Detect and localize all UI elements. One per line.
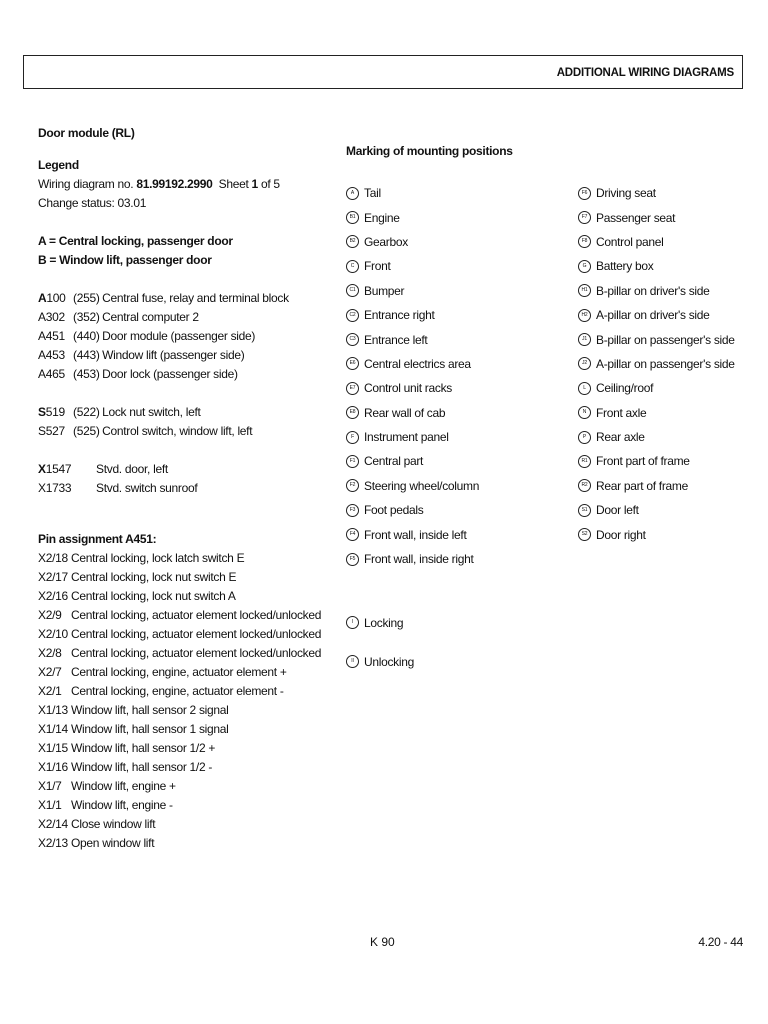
component-letter: X [38,462,46,476]
component-number: 1547 [45,462,72,476]
mounting-label: Passenger seat [596,210,676,225]
position-code-circle: C1 [346,284,359,297]
component-ref: (352) [73,310,100,324]
pin-code: X2/14 [38,817,68,831]
pin-desc: Central locking, lock nut switch A [71,589,236,603]
pin-code: X2/13 [38,836,68,850]
mounting-label: Tail [364,186,381,201]
pin-row [38,796,338,815]
pin-desc: Central locking, engine, actuator element - [71,684,284,698]
pin-row [38,568,338,587]
mounting-item [346,230,546,254]
position-code-circle: B2 [346,235,359,248]
mounting-label: Gearbox [364,234,408,249]
mounting-label: B-pillar on passenger's side [596,332,735,347]
mounting-label: Steering wheel/column [364,478,480,493]
mounting-label: Front wall, inside right [364,552,474,567]
pin-desc: Window lift, engine - [71,798,173,812]
sheet-suffix: of 5 [260,177,280,191]
component-row [38,289,338,308]
pin-desc: Central locking, lock latch switch E [71,551,245,565]
mounting-label: A-pillar on passenger's side [596,356,735,371]
mounting-label: Central electrics area [364,356,471,371]
mounting-label: Locking [364,615,404,630]
pin-row [38,777,338,796]
mounting-item [346,254,546,278]
position-code-circle: F2 [346,479,359,492]
mounting-item [578,230,768,254]
component-ref: (443) [73,348,100,362]
mounting-label: Rear part of frame [596,478,688,493]
mounting-item [578,254,768,278]
mounting-item [578,279,768,303]
component-desc: Door lock (passenger side) [102,367,238,381]
position-code-circle: J2 [578,357,591,370]
mounting-item [578,327,768,351]
pin-desc: Window lift, hall sensor 1/2 - [71,760,213,774]
component-code [38,327,70,346]
pin-desc: Central locking, actuator element locked/unlocked [71,627,322,641]
component-desc: Stvd. switch sunroof [96,481,198,495]
mounting-label: Driving seat [596,186,656,201]
position-code-circle: F6 [578,187,591,200]
component-row [38,346,338,365]
component-letter: S [38,405,46,419]
mounting-item [578,425,768,449]
mounting-label: Rear axle [596,430,645,445]
pin-desc: Window lift, hall sensor 1 signal [71,722,229,736]
position-code-circle: S2 [578,528,591,541]
pin-code: X2/7 [38,665,62,679]
pin-code: X2/8 [38,646,62,660]
position-code-circle: S1 [578,504,591,517]
mounting-item [346,498,546,522]
component-code [38,403,70,422]
position-code-circle: F8 [578,235,591,248]
component-letter: X [38,481,46,495]
mounting-item [346,205,546,229]
position-code-circle: B1 [346,211,359,224]
position-code-circle: G [578,260,591,273]
mounting-item [578,522,768,546]
position-code-circle: F7 [578,211,591,224]
pin-row [38,720,338,739]
pin-code: X1/1 [38,798,62,812]
position-code-circle: H2 [578,309,591,322]
pin-row [38,739,338,758]
component-row [38,422,338,441]
group-b: B = Window lift, passenger door [38,253,212,267]
a-component-list [38,289,338,384]
component-row [38,327,338,346]
page-header-title: ADDITIONAL WIRING DIAGRAMS [556,67,734,79]
pin-desc: Central locking, engine, actuator element + [71,665,287,679]
component-ref: (440) [73,329,100,343]
diagram-number: 81.99192.2990 [136,177,213,191]
mounting-item [578,474,768,498]
mounting-label: Front [364,259,391,274]
change-status: Change status: 03.01 [38,196,147,210]
mounting-item [346,303,546,327]
mounting-item [346,279,546,303]
sheet-label: Sheet [218,177,249,191]
s-component-list [38,403,338,441]
pin-row [38,701,338,720]
position-code-circle: F [346,431,359,444]
legend-column [38,124,338,853]
component-number: 453 [45,348,65,362]
mounting-item [346,449,546,473]
pin-desc: Window lift, engine + [71,779,176,793]
mounting-item [346,352,546,376]
pin-row [38,815,338,834]
component-letter: S [38,424,46,438]
mounting-label: Control unit racks [364,381,452,396]
mounting-label: Front part of frame [596,454,690,469]
mounting-item [346,642,546,681]
mounting-label: Entrance left [364,332,428,347]
page-number: 4.20 - 44 [698,935,743,949]
component-number: 302 [45,310,65,324]
mounting-label: B-pillar on driver's side [596,283,710,298]
pin-code: X1/15 [38,741,68,755]
component-letter: A [38,291,47,305]
pin-desc: Central locking, actuator element locked/unlocked [71,608,322,622]
component-desc: Central fuse, relay and terminal block [102,291,289,305]
component-row [38,308,338,327]
component-row [38,479,338,498]
pin-row [38,549,338,568]
component-letter: A [38,310,46,324]
pin-row [38,587,338,606]
pin-row [38,625,338,644]
mounting-item [346,474,546,498]
pin-row [38,758,338,777]
mounting-label: A-pillar on driver's side [596,308,710,323]
component-letter: A [38,348,46,362]
position-code-circle: P [578,431,591,444]
component-code [38,460,96,479]
position-code-circle: H1 [578,284,591,297]
mounting-item [346,547,546,571]
pin-desc: Central locking, actuator element locked/unlocked [71,646,322,660]
component-code [38,289,70,308]
mounting-label: Foot pedals [364,503,424,518]
mounting-item [346,603,546,642]
page-code: K 90 [370,935,395,949]
pin-code: X1/7 [38,779,62,793]
pin-code: X1/16 [38,760,68,774]
pin-list [38,549,338,853]
position-code-circle: R1 [578,455,591,468]
component-number: 527 [45,424,65,438]
position-code-circle: L [578,382,591,395]
mounting-item [578,303,768,327]
mounting-label: Ceiling/roof [596,381,654,396]
component-number: 465 [45,367,65,381]
mounting-label: Front axle [596,405,647,420]
mounting-label: Unlocking [364,654,414,669]
position-code-circle: F1 [346,455,359,468]
position-code-circle: E7 [346,382,359,395]
component-code [38,422,70,441]
pin-desc: Window lift, hall sensor 1/2 + [71,741,216,755]
pin-code: X2/16 [38,589,68,603]
component-desc: Window lift (passenger side) [102,348,245,362]
pin-code: X2/1 [38,684,62,698]
position-code-circle: F4 [346,528,359,541]
pin-code: X1/13 [38,703,68,717]
mounting-item [346,522,546,546]
mounting-item [346,401,546,425]
mounting-item [346,181,546,205]
pin-row [38,682,338,701]
mounting-label: Entrance right [364,308,435,323]
pin-desc: Close window lift [71,817,156,831]
component-ref: (525) [73,424,100,438]
pin-desc: Open window lift [71,836,155,850]
component-number: 451 [45,329,65,343]
pin-row [38,834,338,853]
component-desc: Control switch, window lift, left [102,424,253,438]
position-code-circle: F5 [346,553,359,566]
mounting-item [578,449,768,473]
pin-heading: Pin assignment A451: [38,532,157,546]
position-code-circle: E6 [346,357,359,370]
mounting-item [578,205,768,229]
x-component-list [38,460,338,498]
mounting-label: Engine [364,210,400,225]
component-desc: Stvd. door, left [96,462,168,476]
component-desc: Central computer 2 [102,310,199,324]
position-code-circle: J1 [578,333,591,346]
header-box [23,55,743,89]
pin-code: X2/10 [38,627,68,641]
mounting-item [578,401,768,425]
position-code-circle: N [578,406,591,419]
mounting-label: Rear wall of cab [364,405,446,420]
pin-row [38,644,338,663]
position-code-circle: II [346,655,359,668]
module-title: Door module (RL) [38,126,135,140]
pin-desc: Window lift, hall sensor 2 signal [71,703,229,717]
position-code-circle: F3 [346,504,359,517]
component-code [38,308,70,327]
mounting-item [346,425,546,449]
component-ref: (255) [73,291,100,305]
mounting-label: Control panel [596,234,664,249]
component-desc: Door module (passenger side) [102,329,256,343]
mounting-item [578,376,768,400]
position-code-circle: C2 [346,309,359,322]
component-ref: (453) [73,367,100,381]
mounting-label: Battery box [596,259,654,274]
component-number: 100 [46,291,66,305]
component-letter: A [38,367,46,381]
group-a: A = Central locking, passenger door [38,234,233,248]
sheet-number: 1 [251,177,258,191]
position-code-circle: E8 [346,406,359,419]
mounting-item [578,498,768,522]
diagram-prefix: Wiring diagram no. [38,177,134,191]
pin-code: X2/9 [38,608,62,622]
component-number: 1733 [45,481,72,495]
mounting-item [346,327,546,351]
position-code-circle: R2 [578,479,591,492]
mounting-column-2 [578,181,768,547]
diagram-number-line [38,175,338,194]
pin-desc: Central locking, lock nut switch E [71,570,237,584]
locking-legend [346,603,546,681]
position-code-circle: C3 [346,333,359,346]
component-code [38,479,96,498]
pin-code: X2/18 [38,551,68,565]
component-row [38,460,338,479]
component-code [38,346,70,365]
mounting-label: Front wall, inside left [364,527,467,542]
component-desc: Lock nut switch, left [102,405,201,419]
position-code-circle: I [346,616,359,629]
component-code [38,365,70,384]
mounting-label: Instrument panel [364,430,449,445]
position-code-circle: A [346,187,359,200]
mounting-label: Central part [364,454,424,469]
pin-row [38,606,338,625]
component-row [38,403,338,422]
component-number: 519 [45,405,65,419]
mounting-column-1 [346,181,546,571]
mounting-label: Bumper [364,283,405,298]
legend-heading: Legend [38,158,79,172]
mounting-item [578,181,768,205]
mounting-label: Door right [596,527,646,542]
pin-code: X2/17 [38,570,68,584]
mounting-title: Marking of mounting positions [346,144,513,158]
component-ref: (522) [73,405,100,419]
component-letter: A [38,329,46,343]
position-code-circle: C [346,260,359,273]
mounting-item [346,376,546,400]
mounting-item [578,352,768,376]
pin-code: X1/14 [38,722,68,736]
mounting-label: Door left [596,503,639,518]
pin-row [38,663,338,682]
component-row [38,365,338,384]
